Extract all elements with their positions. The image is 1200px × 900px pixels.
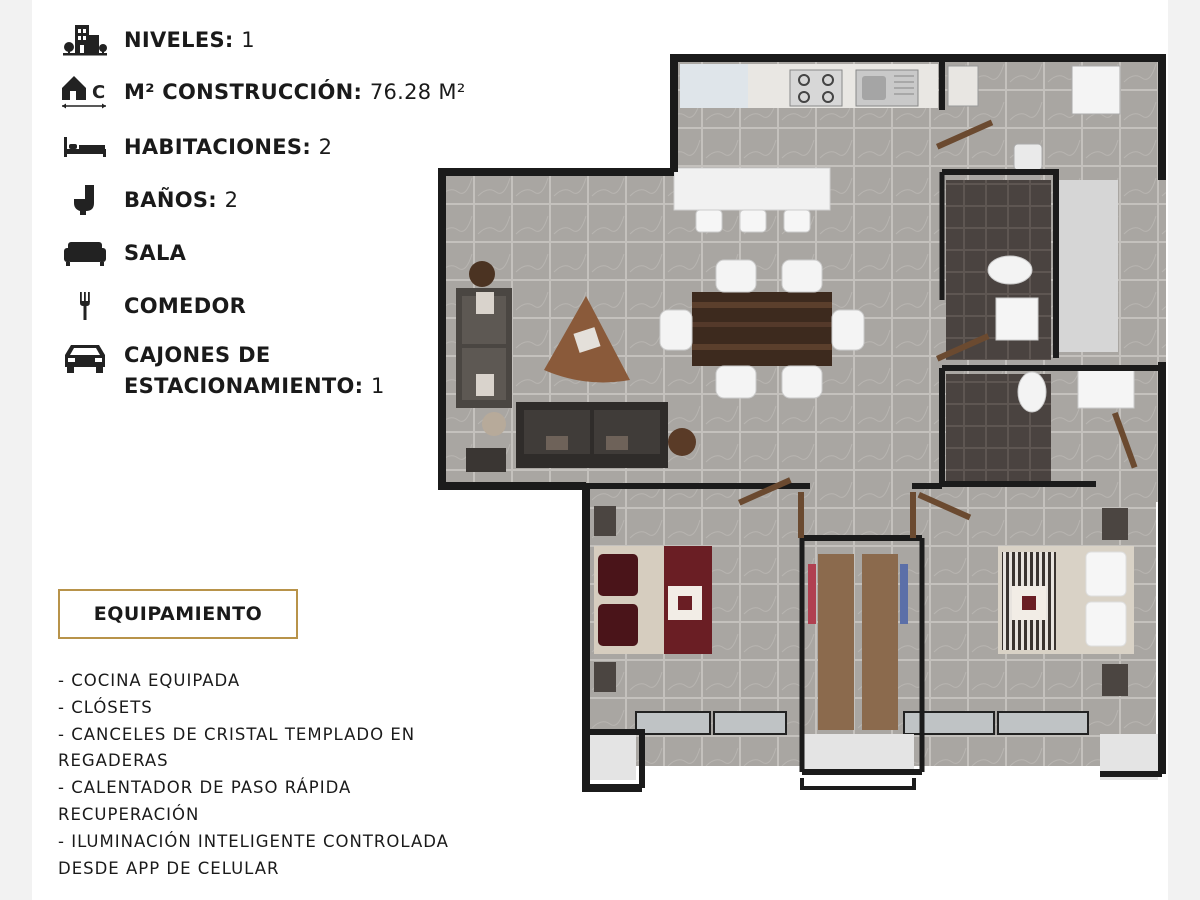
list-item: - ILUMINACIÓN INTELIGENTE CONTROLADA DESDE APP DE CELULAR xyxy=(58,831,449,878)
kitchen-counter xyxy=(680,64,938,108)
spec-comedor xyxy=(60,286,246,326)
list-item: - CALENTADOR DE PASO RÁPIDA RECUPERACIÓN xyxy=(58,778,352,824)
spec-niveles xyxy=(60,20,255,60)
spec-label: HABITACIONES: xyxy=(124,134,312,159)
spec-label: NIVELES: xyxy=(124,27,234,52)
spec-label: BAÑOS: xyxy=(124,187,218,212)
spec-value: 2 xyxy=(318,134,333,159)
house-construction-icon xyxy=(60,72,110,112)
spec-label: SALA xyxy=(124,240,187,265)
house-icon-letter: C xyxy=(92,82,106,103)
spec-label: M² CONSTRUCCIÓN: xyxy=(124,79,363,104)
floor-plan xyxy=(436,52,1166,792)
list-item: - CLÓSETS xyxy=(58,697,153,717)
equipamiento-title: EQUIPAMIENTO xyxy=(58,589,298,639)
list-item: - COCINA EQUIPADA xyxy=(58,671,241,690)
spec-habitaciones xyxy=(60,127,332,167)
sofa-icon xyxy=(60,233,110,273)
spec-value: 1 xyxy=(241,27,255,52)
toilet-icon xyxy=(60,180,110,220)
spec-construccion xyxy=(60,72,466,112)
spec-value: 76.28 M² xyxy=(369,79,466,104)
list-item: - CANCELES DE CRISTAL TEMPLADO EN REGADERAS xyxy=(58,724,416,771)
car-icon xyxy=(60,338,110,378)
spec-value: 2 xyxy=(224,187,239,212)
spec-banos xyxy=(60,180,238,220)
bed-icon xyxy=(60,127,110,167)
equipamiento-list xyxy=(58,668,498,882)
spec-sala xyxy=(60,233,186,273)
spec-label: CAJONES DE ESTACIONAMIENTO: xyxy=(124,343,364,398)
building-levels-icon xyxy=(60,20,110,60)
spec-cajones xyxy=(60,340,385,402)
breakfast-bar xyxy=(674,168,830,232)
spec-label: COMEDOR xyxy=(124,293,247,318)
spec-value: 1 xyxy=(370,374,385,398)
fork-icon xyxy=(60,286,110,326)
